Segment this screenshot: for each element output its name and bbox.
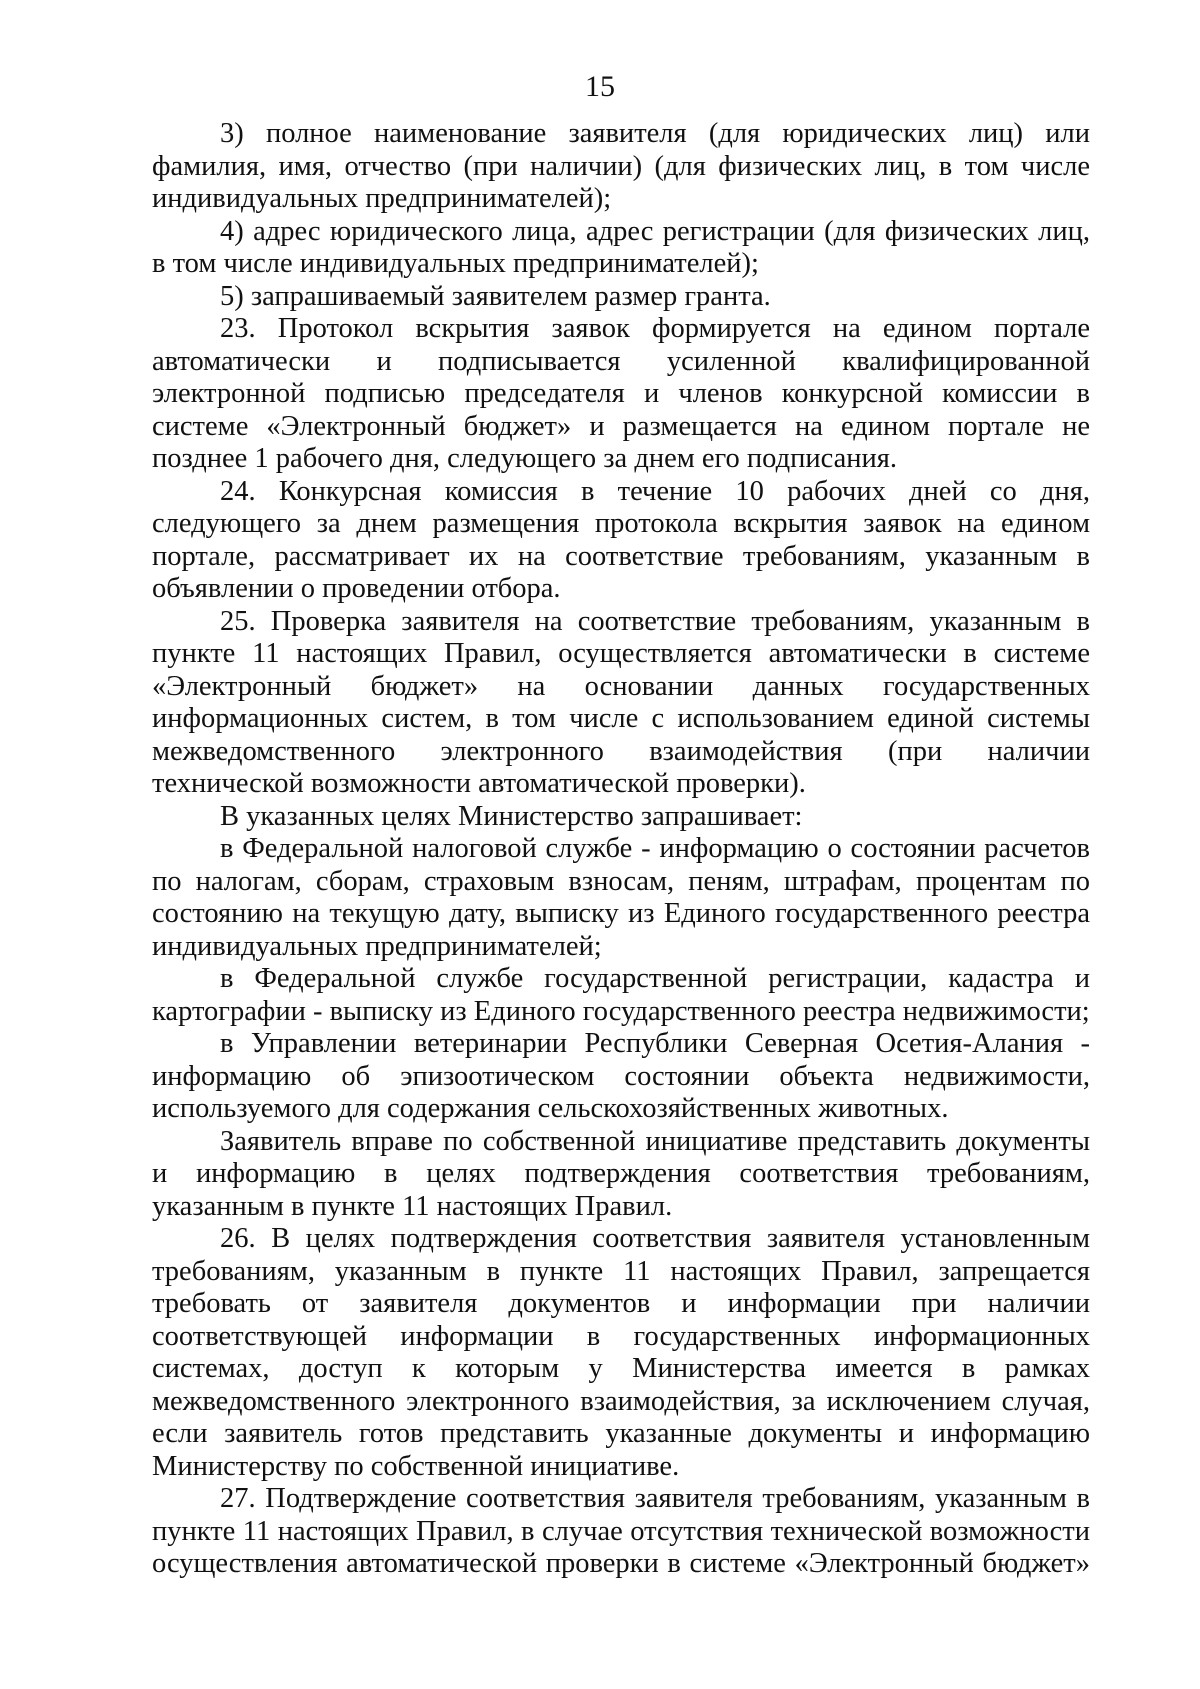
paragraph-clause-23: 23. Протокол вскрытия заявок формируется на едином портале автоматически и подписывается усиленной квалифицированной электронной подписью председателя и членов конкурсной комиссии в системе «Электронный бюджет» и размещается на едином портале не позднее 1 рабочего дня, следующего за днем его подписания.	[152, 313, 1090, 474]
paragraph-item-4: 4) адрес юридического лица, адрес регистрации (для физических лиц, в том числе индивидуальных предпринимателей);	[152, 215, 1090, 279]
paragraph-tax-service: в Федеральной налоговой службе - информацию о состоянии расчетов по налогам, сборам, страховым взносам, пеням, штрафам, процентам по состоянию на текущую дату, выписку из Единого государственного реестра индивидуальных предпринимателей;	[152, 833, 1090, 962]
paragraph-clause-25: 25. Проверка заявителя на соответствие требованиям, указанным в пункте 11 настоящих Правил, осуществляется автоматически в системе «Электронный бюджет» на основании данных государственных информационных систем, в том числе с использованием единой системы межведомственного электронного взаимодействия (при наличии технической возможности автоматической проверки).	[152, 605, 1090, 799]
page-number: 15	[585, 70, 615, 103]
paragraph-clause-27: 27. Подтверждение соответствия заявителя требованиям, указанным в пункте 11 настоящих Правил, в случае отсутствия технической возможности осуществления автоматической проверки в системе «Электронный бюджет»	[152, 1483, 1090, 1579]
paragraph-item-3: 3) полное наименование заявителя (для юридических лиц) или фамилия, имя, отчество (при наличии) (для физических лиц, в том числе индивидуальных предпринимателей);	[152, 118, 1090, 214]
paragraph-ministry-requests: В указанных целях Министерство запрашивает:	[220, 800, 803, 832]
paragraph-clause-26: 26. В целях подтверждения соответствия заявителя установленным требованиям, указанным в пункте 11 настоящих Правил, запрещается требовать от заявителя документов и информации при наличии соответствующей информации в государственных информационных системах, доступ к которым у Министерства имеется в рамках межведомственного электронного взаимодействия, за исключением случая, если заявитель готов представить указанные документы и информацию Министерству по собственной инициативе.	[152, 1223, 1090, 1482]
document-body	[152, 118, 1090, 1581]
paragraph-registration-service: в Федеральной службе государственной регистрации, кадастра и картографии - выписку из Единого государственного реестра недвижимости;	[152, 963, 1090, 1027]
paragraph-clause-24: 24. Конкурсная комиссия в течение 10 рабочих дней со дня, следующего за днем размещения протокола вскрытия заявок на едином портале, рассматривает их на соответствие требованиям, указанным в объявлении о проведении отбора.	[152, 475, 1090, 604]
paragraph-veterinary-department: в Управлении ветеринарии Республики Северная Осетия-Алания - информацию об эпизоотическом состоянии объекта недвижимости, используемого для содержания сельскохозяйственных животных.	[152, 1028, 1090, 1124]
paragraph-applicant-right: Заявитель вправе по собственной инициативе представить документы и информацию в целях подтверждения соответствия требованиям, указанным в пункте 11 настоящих Правил.	[152, 1125, 1090, 1222]
paragraph-item-5: 5) запрашиваемый заявителем размер гранта.	[220, 280, 771, 312]
